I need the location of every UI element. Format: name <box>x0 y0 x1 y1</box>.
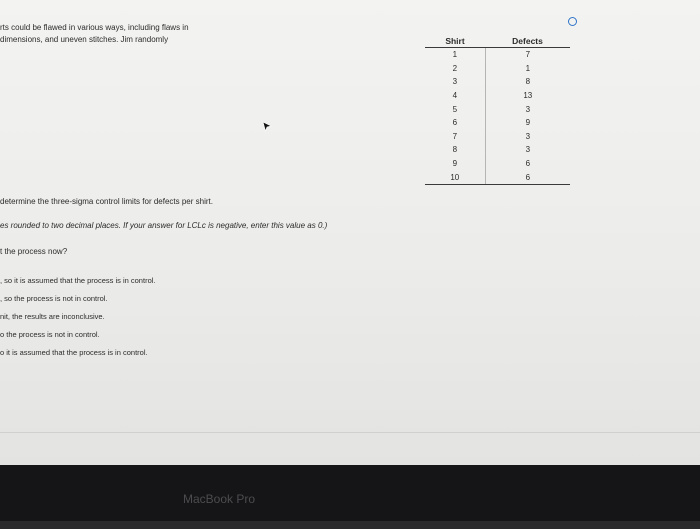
page-divider <box>0 432 700 433</box>
table-row <box>425 143 570 157</box>
answer-option-5[interactable]: o it is assumed that the process is in control. <box>0 348 148 357</box>
defects-cell: 7 <box>525 50 531 60</box>
answer-option-1[interactable]: , so it is assumed that the process is in control. <box>0 276 156 285</box>
defects-cell: 6 <box>525 172 531 182</box>
shirt-cell: 4 <box>425 89 486 103</box>
table-bottom-rule <box>425 184 570 185</box>
table-row <box>425 102 570 116</box>
shirt-cell: 10 <box>425 170 486 184</box>
intro-text-line2: dimensions, and uneven stitches. Jim randomly <box>0 35 169 44</box>
column-header-defects: Defects <box>512 36 543 46</box>
table-row <box>425 170 570 184</box>
shirt-cell: 6 <box>425 116 486 130</box>
defects-cell: 8 <box>525 77 531 87</box>
defects-cell: 3 <box>525 131 531 141</box>
table-row <box>425 157 570 171</box>
defects-cell: 3 <box>525 145 531 155</box>
table-row <box>425 89 570 103</box>
defects-cell: 6 <box>525 159 531 169</box>
table-row <box>425 130 570 144</box>
column-header-shirt: Shirt <box>445 36 465 46</box>
answer-option-2[interactable]: , so the process is not in control. <box>0 294 108 303</box>
shirt-cell: 9 <box>425 157 486 171</box>
circle-icon[interactable] <box>568 17 577 26</box>
intro-text-line1: rts could be flawed in various ways, including flaws in <box>0 23 189 32</box>
question-part1: determine the three-sigma control limits for defects per shirt. <box>0 197 213 206</box>
table-row <box>425 48 570 62</box>
table-header <box>425 30 570 48</box>
shirt-cell: 3 <box>425 75 486 89</box>
defects-cell: 1 <box>525 63 531 73</box>
table-row <box>425 75 570 89</box>
mouse-pointer-icon <box>262 121 272 133</box>
laptop-bezel <box>0 465 700 529</box>
defects-cell: 13 <box>523 91 533 101</box>
table-row <box>425 62 570 76</box>
shirt-cell: 2 <box>425 62 486 76</box>
question-part3: t the process now? <box>0 247 68 256</box>
answer-option-3[interactable]: nit, the results are inconclusive. <box>0 312 105 321</box>
shirt-cell: 1 <box>425 48 486 62</box>
answer-option-4[interactable]: o the process is not in control. <box>0 330 100 339</box>
question-part2: es rounded to two decimal places. If your answer for LCLc is negative, enter this value as 0.) <box>0 221 328 230</box>
defects-cell: 9 <box>525 118 531 128</box>
defects-table <box>425 30 570 185</box>
table-row <box>425 116 570 130</box>
shirt-cell: 7 <box>425 130 486 144</box>
laptop-hinge <box>0 521 700 529</box>
shirt-cell: 5 <box>425 102 486 116</box>
defects-cell: 3 <box>525 104 531 114</box>
shirt-cell: 8 <box>425 143 486 157</box>
laptop-brand-label: MacBook Pro <box>183 492 256 506</box>
